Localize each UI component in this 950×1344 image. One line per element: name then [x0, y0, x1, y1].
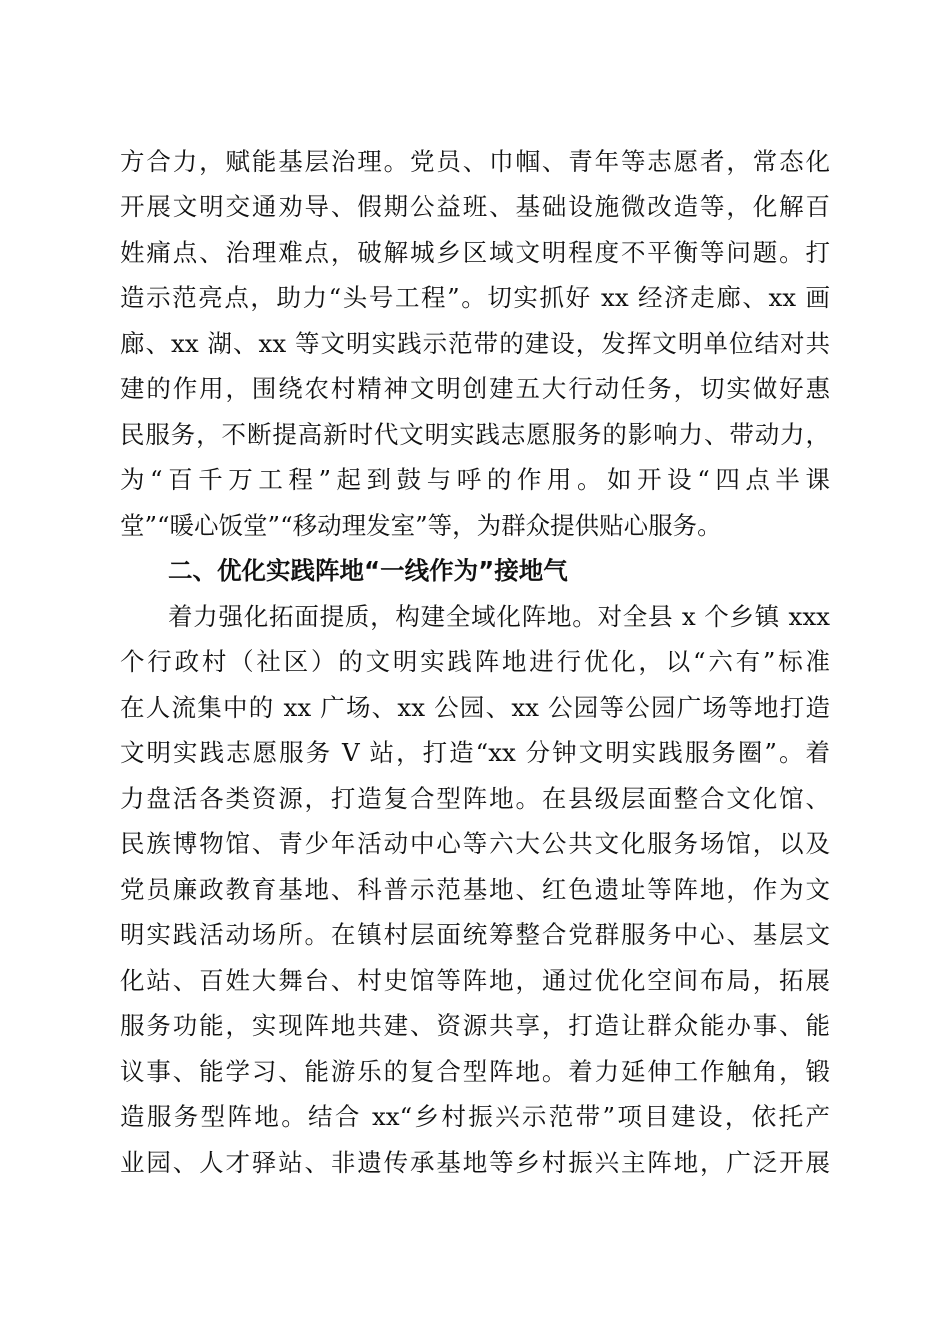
paragraph-line: 议事、能学习、能游乐的复合型阵地。着力延伸工作触角，锻 [120, 1057, 830, 1086]
paragraph-line: 开展文明交通劝导、假期公益班、基础设施微改造等，化解百 [120, 192, 830, 221]
paragraph-line: 个行政村（社区）的文明实践阵地进行优化，以“六有”标准 [120, 647, 830, 676]
paragraph-first-line: 着力强化拓面提质，构建全域化阵地。对全县 x 个乡镇 xxx [168, 602, 830, 631]
paragraph-line: 堂”“暖心饭堂”“移动理发室”等，为群众提供贴心服务。 [120, 511, 722, 540]
paragraph-line: 为“百千万工程”起到鼓与呼的作用。如开设“四点半课 [120, 465, 830, 494]
paragraph-line: 党员廉政教育基地、科普示范基地、红色遗址等阵地，作为文 [120, 875, 830, 904]
paragraph-line: 建的作用，围绕农村精神文明创建五大行动任务，切实做好惠 [120, 374, 830, 403]
paragraph-line: 廊、xx 湖、xx 等文明实践示范带的建设，发挥文明单位结对共 [120, 329, 830, 358]
paragraph-line: 姓痛点、治理难点，破解城乡区域文明程度不平衡等问题。打 [120, 238, 830, 267]
paragraph-line: 力盘活各类资源，打造复合型阵地。在县级层面整合文化馆、 [120, 784, 830, 813]
paragraph-line: 造服务型阵地。结合 xx“乡村振兴示范带”项目建设，依托产 [120, 1102, 830, 1131]
paragraph-line: 化站、百姓大舞台、村史馆等阵地，通过优化空间布局，拓展 [120, 966, 830, 995]
paragraph-line: 方合力，赋能基层治理。党员、巾帼、青年等志愿者，常态化 [120, 147, 830, 176]
paragraph-line: 民族博物馆、青少年活动中心等六大公共文化服务场馆，以及 [120, 829, 830, 858]
paragraph-line: 明实践活动场所。在镇村层面统筹整合党群服务中心、基层文 [120, 920, 830, 949]
paragraph-line: 业园、人才驿站、非遗传承基地等乡村振兴主阵地，广泛开展 [120, 1148, 830, 1177]
paragraph-line: 民服务，不断提高新时代文明实践志愿服务的影响力、带动力， [120, 420, 830, 449]
section-heading: 二、优化实践阵地“一线作为”接地气 [168, 556, 568, 585]
paragraph-line: 文明实践志愿服务 V 站，打造“xx 分钟文明实践服务圈”。着 [120, 738, 830, 767]
paragraph-line: 在人流集中的 xx 广场、xx 公园、xx 公园等公园广场等地打造 [120, 693, 830, 722]
paragraph-line: 造示范亮点，助力“头号工程”。切实抓好 xx 经济走廊、xx 画 [120, 283, 830, 312]
paragraph-line: 服务功能，实现阵地共建、资源共享，打造让群众能办事、能 [120, 1011, 830, 1040]
